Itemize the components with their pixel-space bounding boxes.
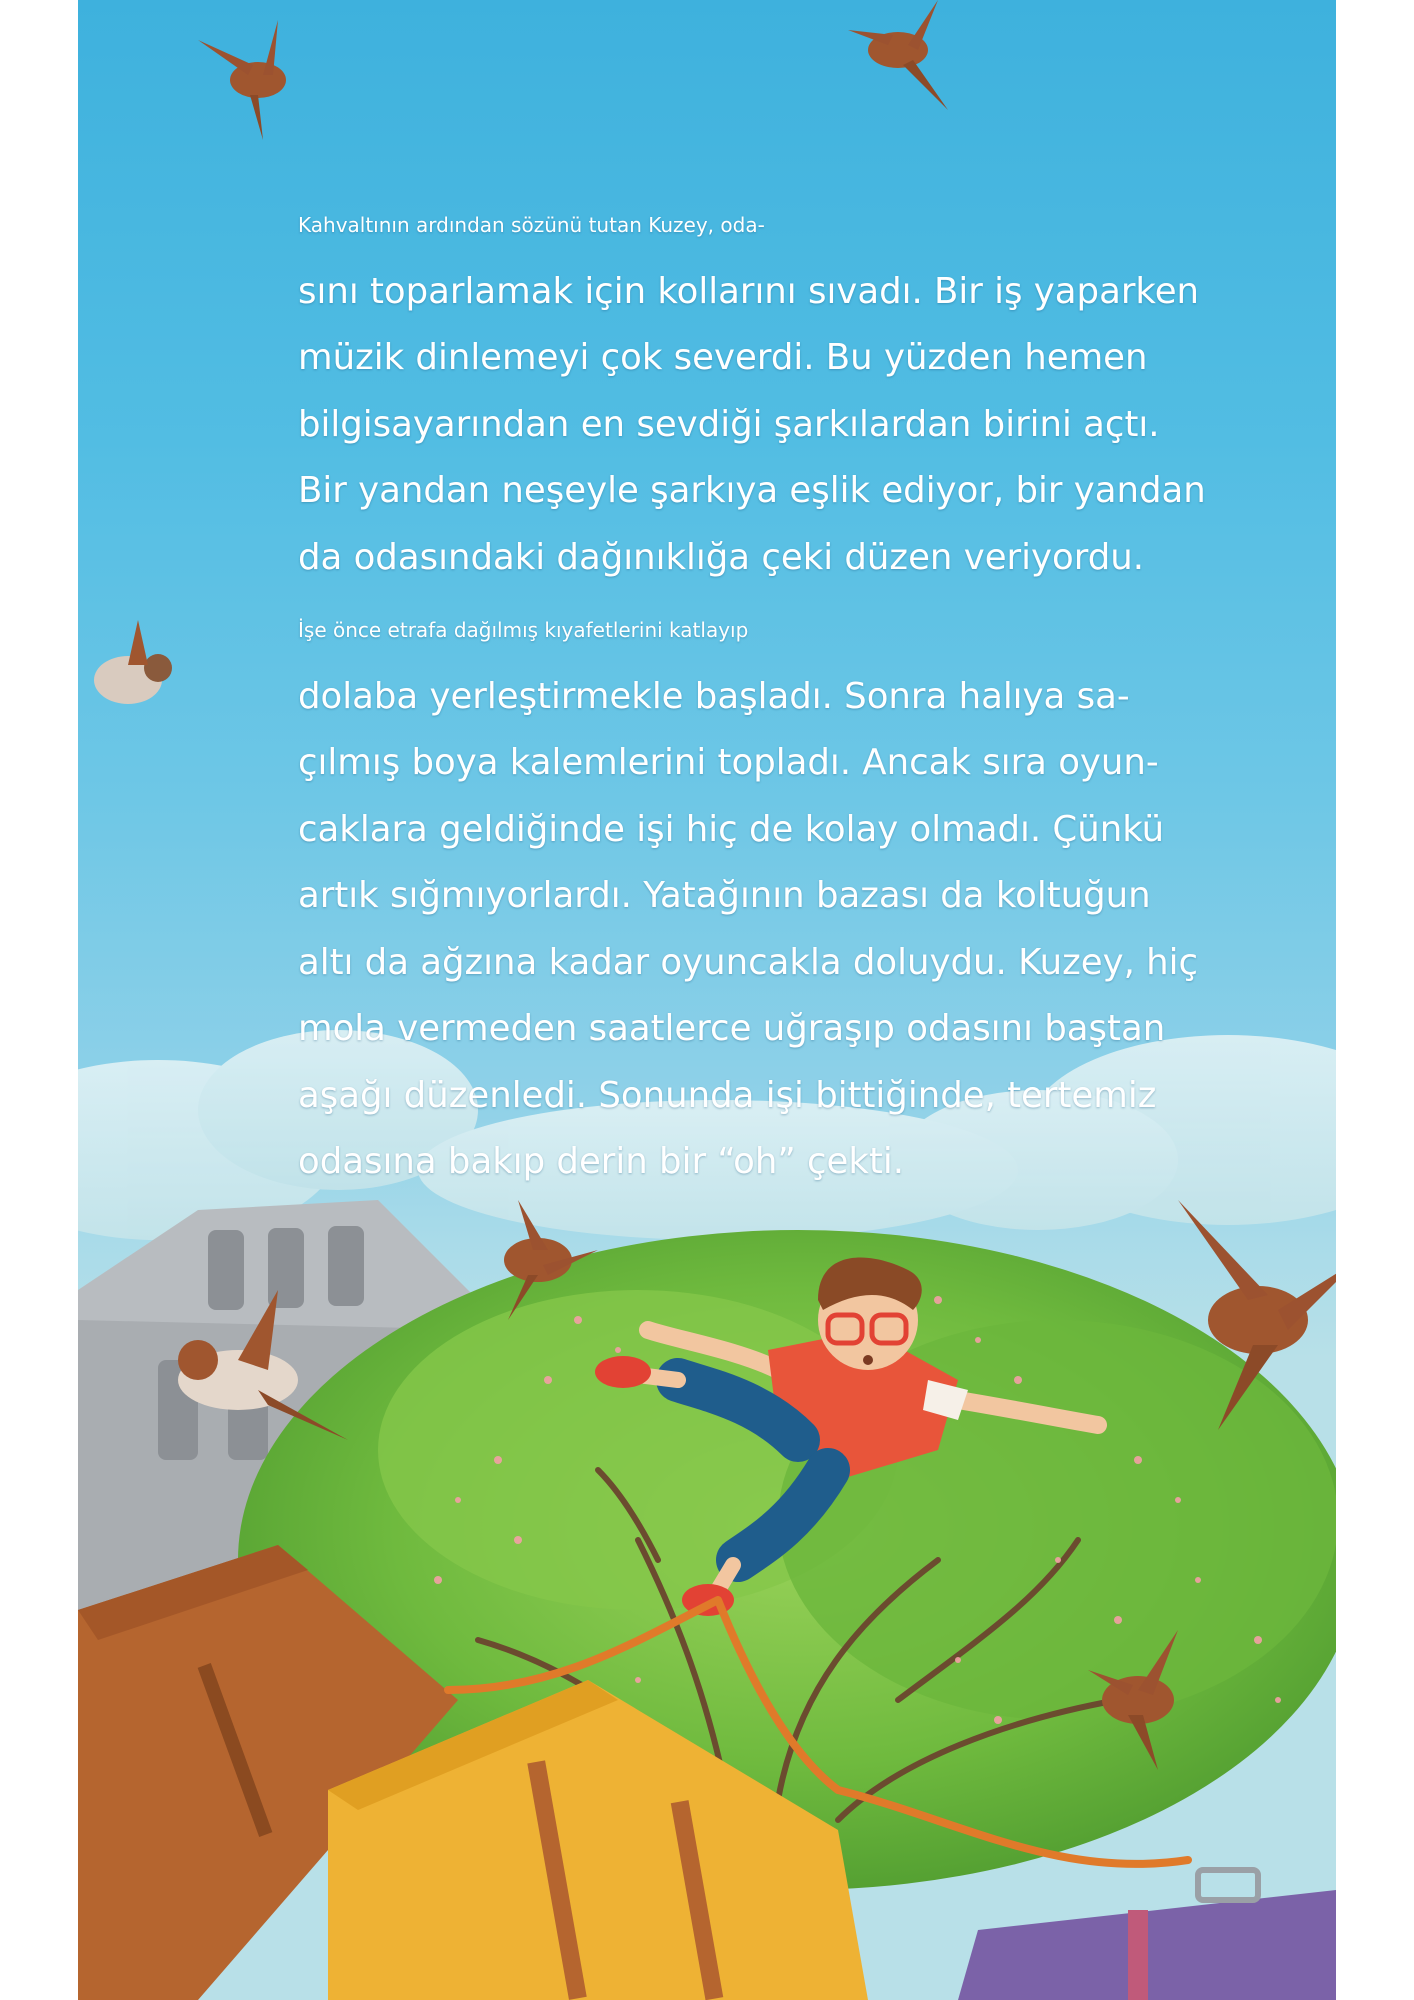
text-line: Kahvaltının ardından sözünü tutan Kuzey, oda-: [298, 213, 765, 237]
text-line: odasına bakıp derin bir “oh” çekti.: [298, 1141, 905, 1182]
text-line: aşağı düzenledi. Sonunda işi bittiğinde, tertemiz: [298, 1074, 1157, 1116]
book-page: [78, 0, 1336, 2000]
text-line: dolaba yerleştirmekle başladı. Sonra halıya sa-: [298, 675, 1130, 717]
text-line: mola vermeden saatlerce uğraşıp odasını baştan: [298, 1008, 1166, 1049]
sparrow-icon: [198, 20, 286, 140]
sparrow-icon: [94, 620, 172, 704]
text-line: Bir yandan neşeyle şarkıya eşlik ediyor, bir yandan: [298, 470, 1206, 511]
text-line: altı da ağzına kadar oyuncakla doluydu. Kuzey, hiç: [298, 941, 1199, 983]
text-line: İşe önce etrafa dağılmış kıyafetlerini katlayıp: [298, 618, 749, 642]
paragraph-1: [248, 192, 1238, 591]
text-line: sını toparlamak için kollarını sıvadı. Bir iş yaparken: [298, 270, 1200, 312]
text-line: müzik dinlemeyi çok severdi. Bu yüzden hemen: [298, 337, 1148, 378]
text-line: caklara geldiğinde işi hiç de kolay olmadı. Çünkü: [298, 808, 1165, 850]
story-text: [248, 192, 1238, 1196]
text-line: artık sığmıyorlardı. Yatağının bazası da koltuğun: [298, 875, 1151, 916]
text-line: da odasındaki dağınıklığa çeki düzen veriyordu.: [298, 536, 1145, 578]
text-line: çılmış boya kalemlerini topladı. Ancak sıra oyun-: [298, 742, 1159, 783]
text-line: bilgisayarından en sevdiği şarkılardan birini açtı.: [298, 403, 1160, 445]
paragraph-2: [248, 597, 1238, 1196]
sparrow-icon: [848, 0, 948, 110]
